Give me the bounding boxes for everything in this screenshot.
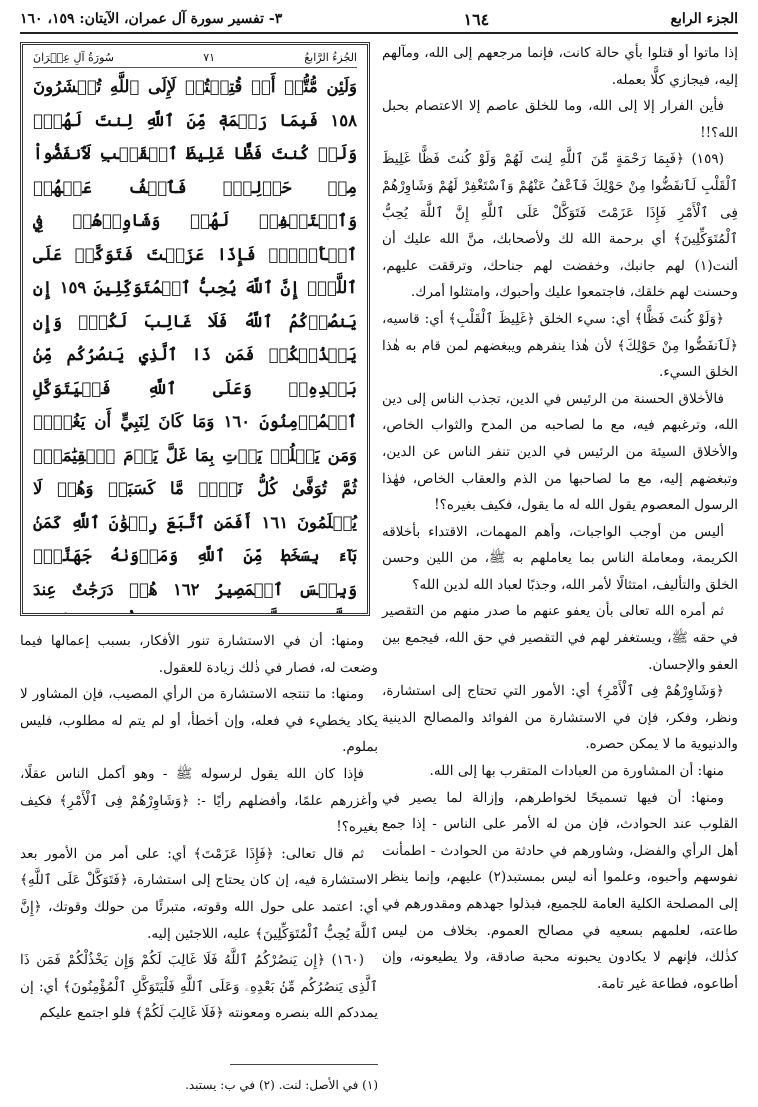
paragraph: ومنها: ما تنتجه الاستشارة من الرأي المصيب، فإن المشاور لا يكاد يخطيء في فعله، وإن أخطأ، أو لم يتم له مطلوب، فليس بملوم. [20, 686, 378, 756]
paragraph: فإذا كان الله يقول لرسوله ﷺ - وهو أكمل الناس عقلًا، وأغزرهم علمًا، وأفضلهم رأيًا -: ﴿وَشَاوِرْهُمْ فِى ٱلْأَمْرِ﴾ فكيف بغيره؟! [20, 765, 378, 836]
left-column [20, 628, 378, 1027]
paragraph: فأين الفرار إلا إلى الله، وما للخلق عاصم إلا الاعتصام بحبل الله؟!! [382, 98, 738, 141]
right-column [382, 40, 738, 997]
mushaf-header [33, 49, 357, 68]
quran-text: وَلَئِن مُّتُّمۡ أَوۡ قُتِلۡتُمۡ لَإِلَى ٱللَّهِ تُحۡشَرُونَ ١٥٨ فَبِمَا رَحۡمَةٖ مِّنَ ٱللَّهِ لِنتَ لَهُمۡۖ وَلَوۡ كُنتَ فَظًّا غَلِيظَ ٱلۡقَلۡبِ لَٱنفَضُّواْ مِنۡ حَوۡلِكَۖ فَٱعۡفُ عَنۡهُمۡ وَٱسۡتَغۡفِرۡ لَهُمۡ وَشَاوِرۡهُمۡ فِي ٱلۡأَمۡرِۖ فَإِذَا عَزَمۡتَ فَتَوَكَّلۡ عَلَى ٱللَّهِۚ إِنَّ ٱللَّهَ يُحِبُّ ٱلۡمُتَوَكِّلِينَ ١٥٩ إِن يَنصُرۡكُمُ ٱللَّهُ فَلَا غَالِبَ لَكُمۡۖ وَإِن يَخۡذُلۡكُمۡ فَمَن ذَا ٱلَّذِي يَنصُرُكُم مِّنۢ بَعۡدِهِۦۗ وَعَلَى ٱللَّهِ فَلۡيَتَوَكَّلِ ٱلۡمُؤۡمِنُونَ ١٦٠ وَمَا كَانَ لِنَبِيٍّ أَن يَغُلَّۚ وَمَن يَغۡلُلۡ يَأۡتِ بِمَا غَلَّ يَوۡمَ ٱلۡقِيَٰمَةِۚ ثُمَّ تُوَفَّىٰ كُلُّ نَفۡسٖ مَّا كَسَبَتۡ وَهُمۡ لَا يُظۡلَمُونَ ١٦١ أَفَمَنِ ٱتَّبَعَ رِضۡوَٰنَ ٱللَّهِ كَمَنۢ بَآءَ بِسَخَطٖ مِّنَ ٱللَّهِ وَمَأۡوَىٰهُ جَهَنَّمُۖ وَبِئۡسَ ٱلۡمَصِيرُ ١٦٢ هُمۡ دَرَجَٰتٌ عِندَ [33, 77, 357, 599]
page-header [20, 6, 738, 34]
paragraph: ﴿وَلَوْ كُنتَ فَظًّا﴾ أي: سيء الخلق ﴿غَلِيظَ ٱلْقَلْبِ﴾ أي: قاسيه، ﴿لَٱنفَضُّوا مِنْ حَوْلِكَ﴾ لأن هٰذا ينفرهم ويبغضهم لمن قام به هٰذا الخلق السيء. [382, 310, 738, 381]
part-label: الجزء الرابع [670, 11, 738, 27]
paragraph: (١٦٠) ﴿إِن يَنصُرْكُمُ ٱللَّهُ فَلَا غَالِبَ لَكُمْ وَإِن يَخْذُلْكُمْ فَمَن ذَا ٱلَّذِى يَنصُرُكُم مِّنۢ بَعْدِهِۦ وَعَلَى ٱللَّهِ فَلْيَتَوَكَّلِ ٱلْمُؤْمِنُونَ﴾ أي: إن يمددكم الله بنصره ومعونته ﴿فَلَا غَالِبَ لَكُمْ﴾ فلو اجتمع عليكم [20, 952, 378, 1022]
page-number: ١٦٤ [463, 9, 490, 29]
mushaf-surah-label: سُورَةُ آلِ عِمۡرَانَ [33, 51, 114, 64]
paragraph: أليس من أوجب الواجبات، وأهم المهمات، الاقتداء بأخلاقه الكريمة، ومعاملة الناس بما يعاملهم به ﷺ، من اللين وحسن الخلق والتأليف، امتثالًا لأمر الله، وجذبًا لعباد الله لدين الله؟ [382, 523, 738, 593]
mushaf-part-label: الجُزءُ الرَّابعُ [304, 51, 357, 64]
paragraph: ثم قال تعالى: ﴿فَإِذَا عَزَمْتَ﴾ أي: على أمر من الأمور بعد الاستشارة فيه، إن كان يحتاج إلى استشارة، ﴿فَتَوَكَّلْ عَلَى ٱللَّهِ﴾ أي: اعتمد على حول الله وقوته، متبرئًا من حولك وقوتك، ﴿إِنَّ ٱللَّهَ يُحِبُّ ٱلْمُتَوَكِّلِينَ﴾ عليه، اللاجئين إليه. [20, 845, 378, 942]
paragraph: فالأخلاق الحسنة من الرئيس في الدين، تجذب الناس إلى دين الله، وترغبهم فيه، مع ما لصاحبه من المدح والثواب الخاص، والأخلاق السيئة من الرئيس في الدين تنفر الناس عن الدين، وتبغضهم إليه، مع ما لصاحبها من الذم والعقاب الخاص، فهٰذا الرسول المعصوم يقول الله له ما يقول، فكيف بغيره؟! [382, 390, 738, 514]
paragraph: ومنها: أن فيها تسميحًا لخواطرهم، وإزالة لما يصير في القلوب عند الحوادث، فإن من له الأمر على الناس - إذا جمع أهل الرأي والفضل، وشاورهم في حادثة من الحوادث - اطمأنت نفوسهم وأحبوه، وعلموا أنه ليس بمستبد(٢) عليهم، وإنما ينظر إلى المصلحة الكلية العامة للجميع، فبذلوا جهدهم ومقدورهم في طاعته، لعلمهم بسعيه في مصالح العموم. بخلاف من ليس كذٰلك، فإنهم لا يكادون يحبونه محبة صادقة، ولا يطيعونه، وإن أطاعوه، فطاعة غير تامة. [382, 789, 739, 992]
paragraph: ومنها: أن في الاستشارة تنور الأفكار، بسبب إعمالها فيما وضعت له، فصار في ذٰلك زيادة للعقول. [20, 633, 378, 676]
paragraph: ﴿وَشَاوِرْهُمْ فِى ٱلْأَمْرِ﴾ أي: الأمور التي تحتاج إلى استشارة، ونظر، وفكر، فإن في الاستشارة من الفوائد والمصالح الدينية والدنيوية ما لا يمكن حصره. [382, 683, 738, 753]
mushaf-page-number: ٧١ [203, 51, 216, 64]
quran-page-frame [20, 42, 370, 616]
paragraph: منها: أن المشاورة من العبادات المتقرب بها إلى الله. [429, 763, 724, 780]
paragraph: إذا ماتوا أو قتلوا بأي حالة كانت، فإنما مرجعهم إلى الله، ومآلهم إليه، فيجازي كلًّا بعمله. [382, 45, 738, 88]
paragraph: (١٥٩) ﴿فَبِمَا رَحْمَةٍ مِّنَ ٱللَّهِ لِنتَ لَهُمْ وَلَوْ كُنتَ فَظًّا غَلِيظَ ٱلْقَلْبِ لَٱنفَضُّوا مِنْ حَوْلِكَ فَٱعْفُ عَنْهُمْ وَٱسْتَغْفِرْ لَهُمْ وَشَاوِرْهُمْ فِى ٱلْأَمْرِ فَإِذَا عَزَمْتَ فَتَوَكَّلْ عَلَى ٱللَّهِ إِنَّ ٱللَّهَ يُحِبُّ ٱلْمُتَوَكِّلِينَ﴾ أي برحمة الله لك ولأصحابك، منَّ الله عليك أن ألنت(١) لهم جانبك، وخفضت لهم جناحك، وترققت عليهم، وحسنت لهم خلقك، فاجتمعوا عليك وأحبوك، وامتثلوا أمرك. [382, 151, 738, 301]
footnotes: (١) في الأصل: لنت. (٢) في ب: يستبد. [185, 1078, 378, 1092]
paragraph: ثم أمره الله تعالى بأن يعفو عنهم ما صدر منهم من التقصير في حقه ﷺ، ويستغفر لهم في التقصير في حق الله، فيجمع بين العفو والإحسان. [382, 603, 738, 673]
footnote-divider [230, 1064, 378, 1065]
running-title: ٣- تفسير سورة آل عمران، الآيتان: ١٥٩، ١٦٠ [20, 11, 283, 27]
